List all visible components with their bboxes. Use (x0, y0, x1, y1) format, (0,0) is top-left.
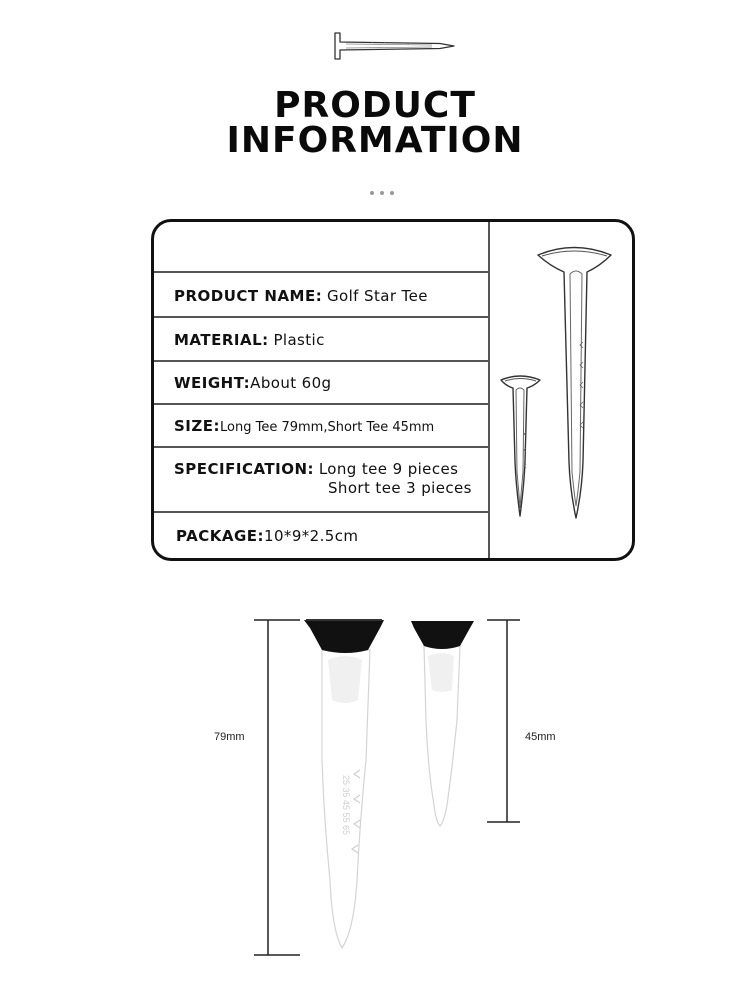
page-title-line2: INFORMATION (226, 120, 524, 161)
short-tee-image (411, 621, 474, 826)
size-row (174, 416, 434, 438)
specification-label: SPECIFICATION: (174, 460, 315, 478)
specification-row (174, 459, 458, 479)
package-value: 10*9*2.5cm (264, 527, 359, 545)
product-info-table (151, 219, 635, 561)
specification-value-line1: Long tee 9 pieces (318, 460, 459, 478)
short-tee-dimension-label: 45mm (525, 731, 556, 743)
package-row (176, 526, 358, 546)
row-divider (154, 446, 489, 448)
product-name-row (174, 286, 428, 306)
row-divider (154, 271, 489, 273)
long-tee-dimension-label: 79mm (214, 731, 245, 743)
product-name-label: PRODUCT NAME: (174, 287, 323, 305)
golf-tee-icon (332, 30, 456, 62)
tee-line-drawing (490, 222, 635, 558)
weight-label: WEIGHT: (174, 374, 251, 392)
row-divider (154, 316, 489, 318)
specification-value-line2: Short tee 3 pieces (328, 479, 472, 497)
size-value: Long Tee 79mm,Short Tee 45mm (220, 420, 435, 435)
long-tee-markings: 25 35 45 55 65 (341, 775, 351, 836)
row-divider (154, 511, 489, 513)
dots-icon (370, 180, 400, 199)
material-label: MATERIAL: (174, 331, 269, 349)
product-name-value: Golf Star Tee (327, 287, 428, 305)
long-tee-image (304, 620, 384, 948)
weight-value: About 60g (250, 374, 332, 392)
page-title-line1: PRODUCT (274, 85, 476, 126)
weight-row (174, 373, 331, 393)
tee-dimension-illustration (0, 600, 750, 1000)
row-divider (154, 360, 489, 362)
package-label: PACKAGE: (176, 527, 265, 545)
material-value: Plastic (273, 331, 325, 349)
material-row (174, 330, 325, 350)
row-divider (154, 403, 489, 405)
size-label: SIZE: (174, 417, 221, 435)
